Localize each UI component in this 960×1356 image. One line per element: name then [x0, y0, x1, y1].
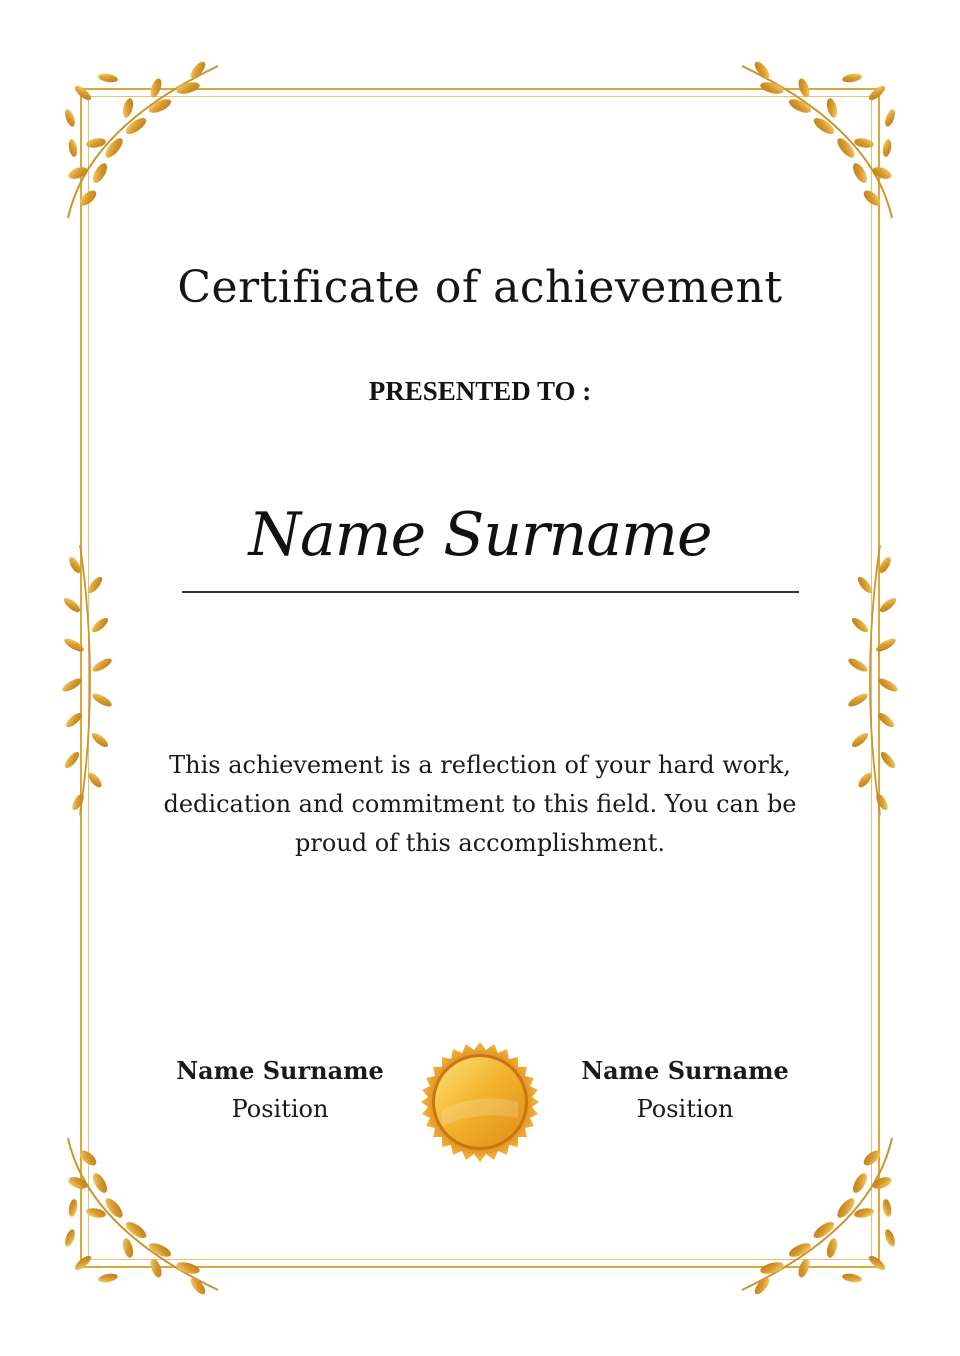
signature-block-right — [535, 1052, 835, 1128]
certificate-body-text — [120, 746, 840, 863]
certificate-title: Certificate of achievement — [177, 262, 783, 313]
laurel-corner-bottom-left-icon — [48, 1118, 238, 1308]
signatory-name-left: Name Surname — [176, 1056, 384, 1085]
presented-to-label: PRESENTED TO : — [368, 376, 592, 406]
recipient-name-underline — [182, 591, 799, 593]
body-line-1: This achievement is a reflection of your hard work, — [169, 751, 791, 779]
laurel-sprig-right-icon — [840, 540, 910, 820]
laurel-corner-top-left-icon — [48, 48, 238, 238]
signatory-position-right: Position — [636, 1095, 734, 1123]
signatory-position-left: Position — [231, 1095, 329, 1123]
laurel-corner-bottom-right-icon — [722, 1118, 912, 1308]
signature-block-left — [130, 1052, 430, 1128]
body-line-2: dedication and commitment to this field. You can be — [163, 790, 797, 818]
laurel-sprig-left-icon — [50, 540, 120, 820]
laurel-corner-top-right-icon — [722, 48, 912, 238]
signatory-name-right: Name Surname — [581, 1056, 789, 1085]
recipient-name: Name Surname — [248, 500, 712, 570]
body-line-3: proud of this accomplishment. — [295, 829, 665, 857]
gold-seal-icon — [418, 1040, 542, 1164]
